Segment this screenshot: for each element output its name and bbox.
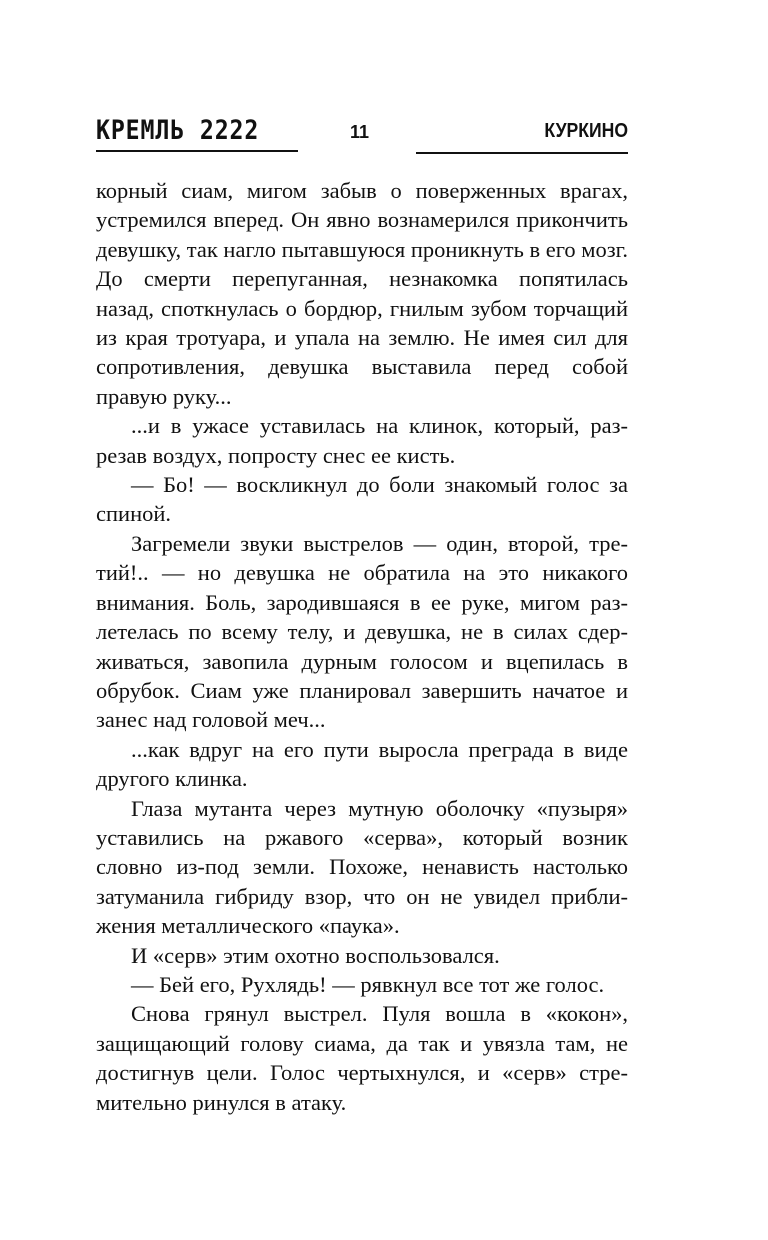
paragraph: корный сиам, мигом забыв о поверженных врагах, устремился вперед. Он явно вознамерился прикончить девушку, так нагло пытавшуюся проникнуть в его мозг. До смерти перепуганная, незнакомка попятилась назад, споткнулась о бордюр, гнилым зубом торчащий из края тротуара, и упала на землю. Не имея сил для сопротивления, девушка выставила перед собой правую руку... [96,178,628,409]
paragraph: — Бей его, Рухлядь! — рявкнул все тот же голос. [131,971,605,997]
paragraph: И «серв» этим охотно воспользовался. [131,942,500,968]
chapter-title: КУРКИНО [544,120,628,142]
paragraph: — Бо! — воскликнул до боли знакомый голос за спиной. [96,472,628,527]
paragraph: Загремели звуки выстрелов — один, второй, третий!.. — но девушка не обратила на это никакого внимания. Боль, зародившаяся в ее руке, мигом разлетелась по всему телу, и девушка, не в силах сдерживаться, завопила дурным голосом и вцепилась в обрубок. Сиам уже планировал завершить начатое и занес над головой меч... [96,530,628,733]
running-header [96,108,628,156]
paragraph: Глаза мутанта через мутную оболочку «пузыря» уставились на ржавого «серва», который возник словно из-под земли. Похоже, ненависть настолько затуманила гибриду взор, что он не увидел приближения металлического «паука». [96,795,628,939]
series-title: КРЕМЛЬ 2222 [96,115,260,146]
page-number: 11 [350,122,370,142]
header-rule-right [416,152,628,154]
header-rule-left [96,150,298,152]
paragraph: Снова грянул выстрел. Пуля вошла в «кокон», защищающий голову сиама, да так и увязла там, не достигнув цели. Голос чертыхнулся, и «серв» стремительно ринулся в атаку. [96,1001,628,1115]
paragraph: ...и в ужасе уставилась на клинок, который, разрезав воздух, попросту снес ее кисть. [96,413,628,468]
page-body [96,176,628,1117]
paragraph: ...как вдруг на его пути выросла преграда в виде другого клинка. [96,736,628,792]
